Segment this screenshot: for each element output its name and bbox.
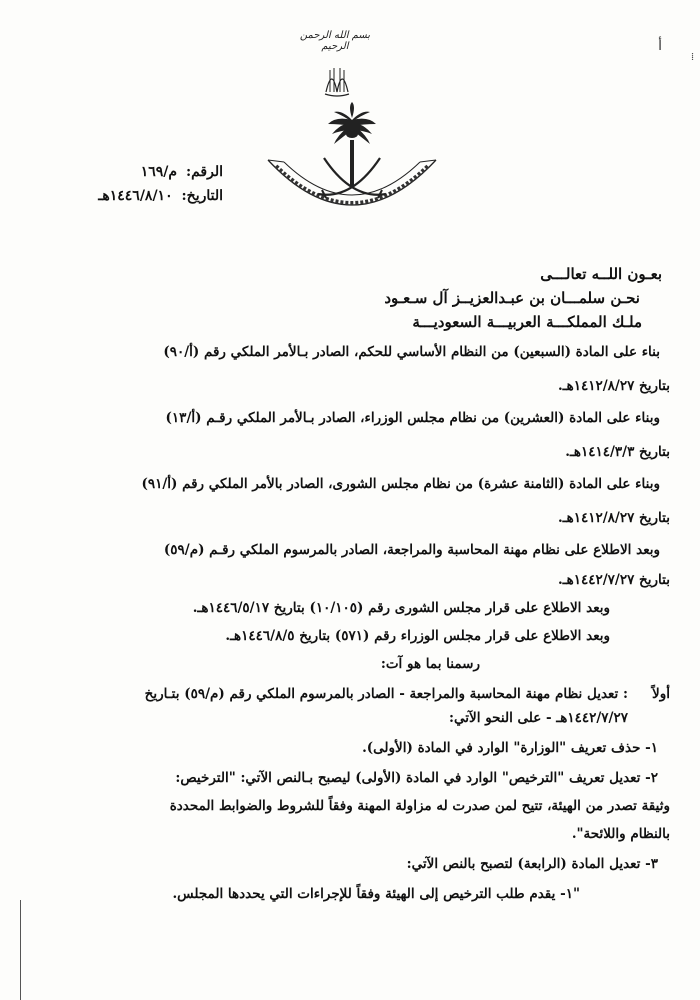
first-clause-line-2: ١٤٤٢/٧/٢٧هـ - على النحو الآتي: (449, 710, 628, 726)
saudi-emblem (262, 100, 442, 240)
review-cabinet: وبعد الاطلاع على قرار مجلس الوزراء رقم (٥٧١) بتاريخ ١٤٤٦/٨/٥هـ. (225, 628, 610, 644)
margin-tick: ⁞ (690, 50, 694, 63)
ref-date-row (28, 184, 223, 208)
preamble-2-line-1: وبناء على المادة (العشرين) من نظام مجلس الوزراء، الصادر بـالأمر الملكي رقـم (أ/١٣) (165, 410, 660, 426)
decision-intro: رسمنا بما هو آت: (380, 656, 480, 672)
first-clause-line-1: : تعديل نظام مهنة المحاسبة والمراجعة - الصادر بالمرسوم الملكي رقم (م/٥٩) بتـاريخ (144, 686, 628, 702)
ref-number-label: الرقم: (185, 164, 223, 180)
first-clause (20, 682, 670, 706)
shahada-calligraphy (322, 62, 352, 98)
item-1: ١- حذف تعريف "الوزارة" الوارد في المادة (الأولى). (362, 740, 658, 756)
preamble-1-line-1: بناء على المادة (السبعين) من النظام الأساسي للحكم، الصادر بـالأمر الملكي رقم (أ/٩٠) (163, 344, 660, 360)
king-name: نحـن سلمـــان بن عبـدالعزيــز آل سـعـود (384, 289, 640, 307)
ref-number: م/١٦٩ (140, 164, 178, 180)
basmala: بسم الله الرحمن الرحيم (299, 30, 371, 52)
decree-body (20, 262, 670, 906)
ref-date-label: التاريخ: (181, 188, 223, 204)
preamble-3-line-2: بتاريخ ١٤١٢/٨/٢٧هـ. (557, 510, 670, 526)
review-shura: وبعد الاطلاع على قرار مجلس الشورى رقم (١٠/١٠٥) بتاريخ ١٤٤٦/٥/١٧هـ. (192, 600, 610, 616)
item-2-line-1: ٢- تعديل تعريف "الترخيص" الوارد في المادة (الأولى) ليصبح بـالنص الآتي: "الترخيص: (175, 770, 658, 786)
king-title: ملـك المملكـــة العربيـــة السعوديـــة (412, 313, 642, 331)
salutation: بعـون اللــه تعالـــى (540, 265, 662, 283)
ref-number-row (28, 160, 223, 184)
left-margin-rule (20, 900, 21, 1000)
item-3: ٣- تعديل المادة (الرابعة) لتصبح بالنص الآتي: (406, 856, 658, 872)
preamble-4-line-2: بتاريخ ١٤٤٢/٧/٢٧هـ. (557, 572, 670, 588)
preamble-3-line-1: وبناء على المادة (الثامنة عشرة) من نظام مجلس الشورى، الصادر بالأمر الملكي رقم (أ/٩١) (141, 476, 660, 492)
reference-block (28, 160, 223, 208)
first-label: أولاً (652, 686, 670, 702)
corner-mark: أ (658, 38, 662, 54)
item-2-line-3: بالنظام واللائحة". (571, 826, 670, 842)
item-3-sub-1: "١- يقدم طلب الترخيص إلى الهيئة وفقاً للإجراءات التي يحددها المجلس. (172, 886, 580, 902)
ref-date: ١٤٤٦/٨/١٠هـ (98, 188, 173, 204)
preamble-4-line-1: وبعد الاطلاع على نظام مهنة المحاسبة والمراجعة، الصادر بالمرسوم الملكي رقـم (م/٥٩) (163, 542, 660, 558)
preamble-1-line-2: بتاريخ ١٤١٢/٨/٢٧هـ. (557, 378, 670, 394)
preamble-2-line-2: بتاريخ ١٤١٤/٣/٣هـ. (565, 444, 670, 460)
item-2-line-2: وثيقة تصدر من الهيئة، تتيح لمن صدرت له مزاولة المهنة وفقاً للشروط والضوابط المحددة (169, 798, 670, 814)
